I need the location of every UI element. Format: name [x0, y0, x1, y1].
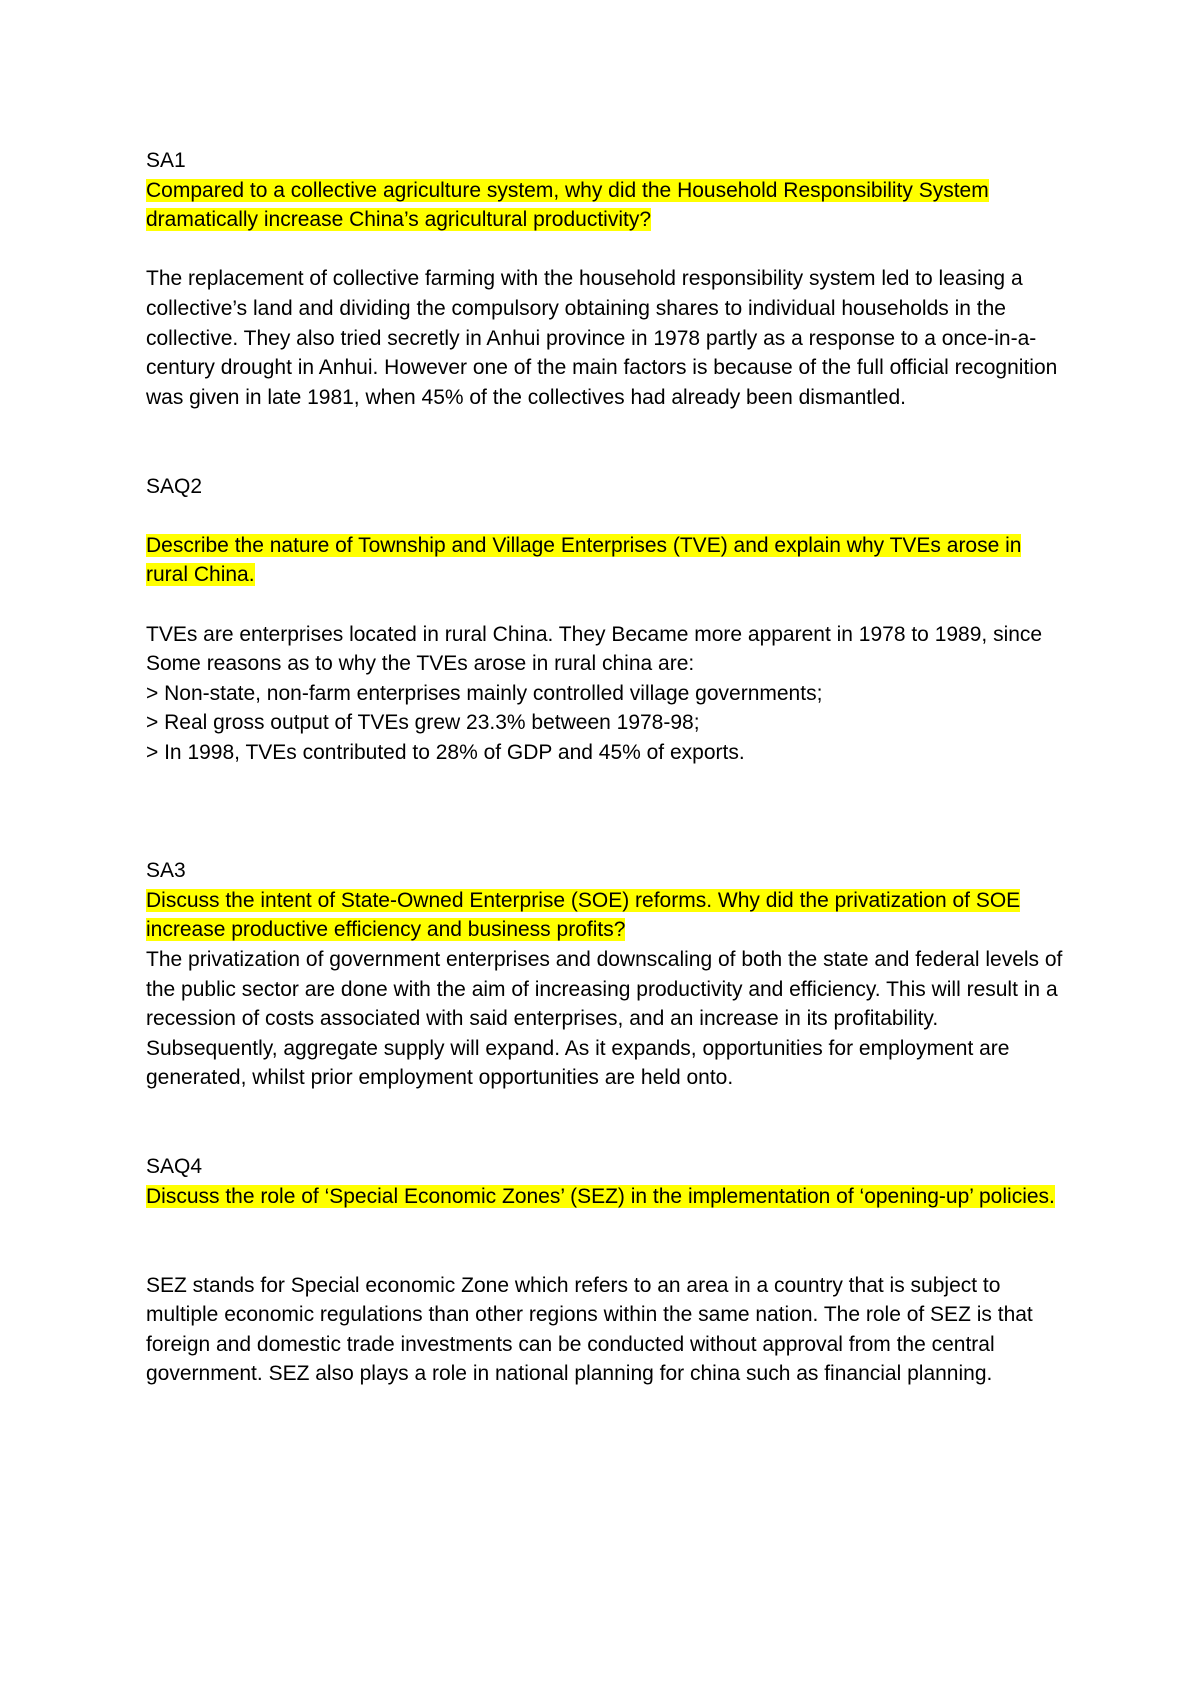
question-text	[146, 886, 1066, 945]
bullet-item: > Real gross output of TVEs grew 23.3% between 1978-98;	[146, 711, 700, 735]
highlighted-question: Discuss the role of ‘Special Economic Zones’ (SEZ) in the implementation of ‘opening-up’ policies.	[146, 1184, 1055, 1208]
answer-paragraph: Subsequently, aggregate supply will expand. As it expands, opportunities for employment are generated, whilst prior employment opportunities are held onto.	[146, 1036, 1010, 1090]
spacer	[146, 1211, 1066, 1270]
section-label: SAQ4	[146, 1155, 203, 1179]
answer-line: Some reasons as to why the TVEs arose in rural china are:	[146, 652, 695, 676]
spacer	[146, 590, 1066, 620]
answer-paragraph: SEZ stands for Special economic Zone which refers to an area in a country that is subject to multiple economic regulations than other regions within the same nation. The role of SEZ is that foreign and domestic trade investments can be conducted without approval from the central government. SEZ also plays a role in national planning for china such as financial planning.	[146, 1273, 1033, 1386]
section-saq2	[146, 472, 1066, 768]
document-body	[146, 146, 1066, 1389]
spacer	[146, 767, 1066, 856]
section-saq4	[146, 1152, 1066, 1389]
question-text	[146, 176, 1066, 235]
question-text	[146, 531, 1066, 590]
spacer	[146, 501, 1066, 531]
bullet-item: > Non-state, non-farm enterprises mainly controlled village governments;	[146, 681, 823, 705]
highlighted-question: Describe the nature of Township and Village Enterprises (TVE) and explain why TVEs arose in rural China.	[146, 533, 1022, 587]
highlighted-question: Compared to a collective agriculture system, why did the Household Responsibility System dramatically increase China’s agricultural productivity?	[146, 178, 989, 232]
answer-line: TVEs are enterprises located in rural China. They Became more apparent in 1978 to 1989, since	[146, 622, 1043, 646]
spacer	[146, 1093, 1066, 1152]
section-sa3	[146, 856, 1066, 1093]
section-label: SAQ2	[146, 474, 203, 498]
answer-paragraph: The replacement of collective farming with the household responsibility system led to leasing a collective’s land and dividing the compulsory obtaining shares to individual households in the collective. They also tried secretly in Anhui province in 1978 partly as a response to a once-in-a-century drought in Anhui. However one of the main factors is because of the full official recognition was given in late 1981, when 45% of the collectives had already been dismantled.	[146, 267, 1058, 409]
spacer	[146, 412, 1066, 471]
highlighted-question: Discuss the intent of State-Owned Enterprise (SOE) reforms. Why did the privatization of SOE increase productive efficiency and business profits?	[146, 888, 1021, 942]
section-label: SA3	[146, 859, 186, 883]
answer-paragraph: The privatization of government enterprises and downscaling of both the state and federal levels of the public sector are done with the aim of increasing productivity and efficiency. This will result in a recession of costs associated with said enterprises, and an increase in its profitability.	[146, 948, 1063, 1031]
bullet-item: > In 1998, TVEs contributed to 28% of GDP and 45% of exports.	[146, 740, 745, 764]
section-sa1	[146, 146, 1066, 412]
question-text	[146, 1182, 1066, 1212]
spacer	[146, 235, 1066, 265]
section-label: SA1	[146, 149, 186, 172]
